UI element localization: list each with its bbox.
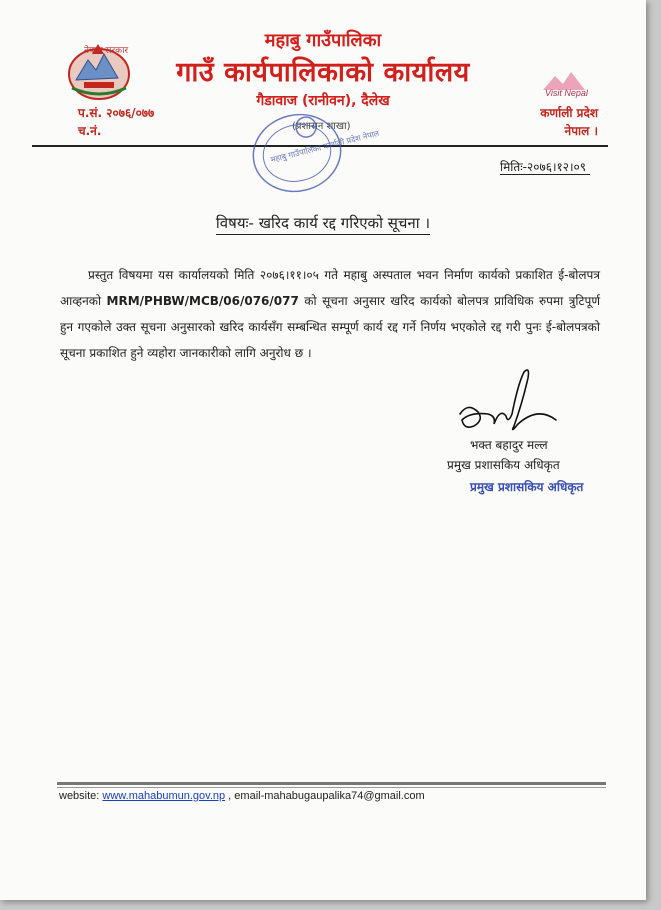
subject-text: विषयः- खरिद कार्य रद्द गरिएको सूचना । [216,214,430,235]
body-part-2: को सूचना अनुसार खरिद कार्यको बोलपत्र प्राविधिक रुपमा त्रुटिपूर्ण हुन गएकोले उक्त सूचना अनुसारको खरिद कार्यसँग सम्बन्धित सम्पूर्ण कार्य रद्द गर्ने निर्णय भएकोले रद्द गरी पुनः ई-बोलपत्रको सूचना प्रकाशित हुने व्यहोरा जानकारीको लागि अनुरोध छ । [60,294,600,360]
subject-line [0,213,646,233]
emblem-caption: नेपाल सरकार [84,46,129,56]
footer-contact [59,790,425,802]
signatory-name: भक्त बहादुर मल्ल [470,438,548,452]
signatory-title: प्रमुख प्रशासकिय अधिकृत [447,458,560,472]
office-address: गैडावाज (रानीवन), दैलेख [256,93,390,109]
office-title: गाउँ कार्यपालिकाको कार्यालय [176,57,470,88]
province-name: कर्णाली प्रदेश [540,106,598,120]
country-name: नेपाल । [564,124,598,138]
visit-nepal-logo-icon [535,66,599,102]
tender-code: MRM/PHBW/MCB/06/076/077 [106,294,299,308]
dispatch-number: च.नं. [78,124,102,138]
municipality-name: महाबु गाउँपालिका [264,30,382,51]
office-stamp-icon [248,108,381,198]
body-part-1: प्रस्तुत विषयमा यस कार्यालयको मिति २०७६।११।०५ गते महाबु अस्पताल भवन निर्माण कार्यको प्रकाशित ई-बोलपत्र आव्हनको [60,268,600,308]
footer-divider-thin [57,787,606,788]
letter-date: मितिः-२०७६।१२।०९ [500,160,587,174]
email-text: , email-mahabugaupalika74@gmail.com [225,790,425,802]
visit-nepal-text: Visit Nepal [545,88,588,98]
footer-divider [57,782,606,785]
office-section: (प्रशासन शाखा) [292,121,351,132]
body-paragraph [60,262,600,366]
signature-icon [448,364,568,444]
stamp-text: महाबु गाउँपालिका कर्णाली प्रदेश नेपाल [269,128,381,165]
designation-stamp: प्रमुख प्रशासकिय अधिकृत [470,480,584,494]
reference-number: प.सं. २०७६/०७७ [78,106,155,120]
province-block [540,104,598,140]
reference-block [78,104,154,140]
website-link[interactable]: www.mahabumun.gov.np [102,790,226,802]
website-label: website: [59,790,103,802]
date-underline [500,174,590,175]
